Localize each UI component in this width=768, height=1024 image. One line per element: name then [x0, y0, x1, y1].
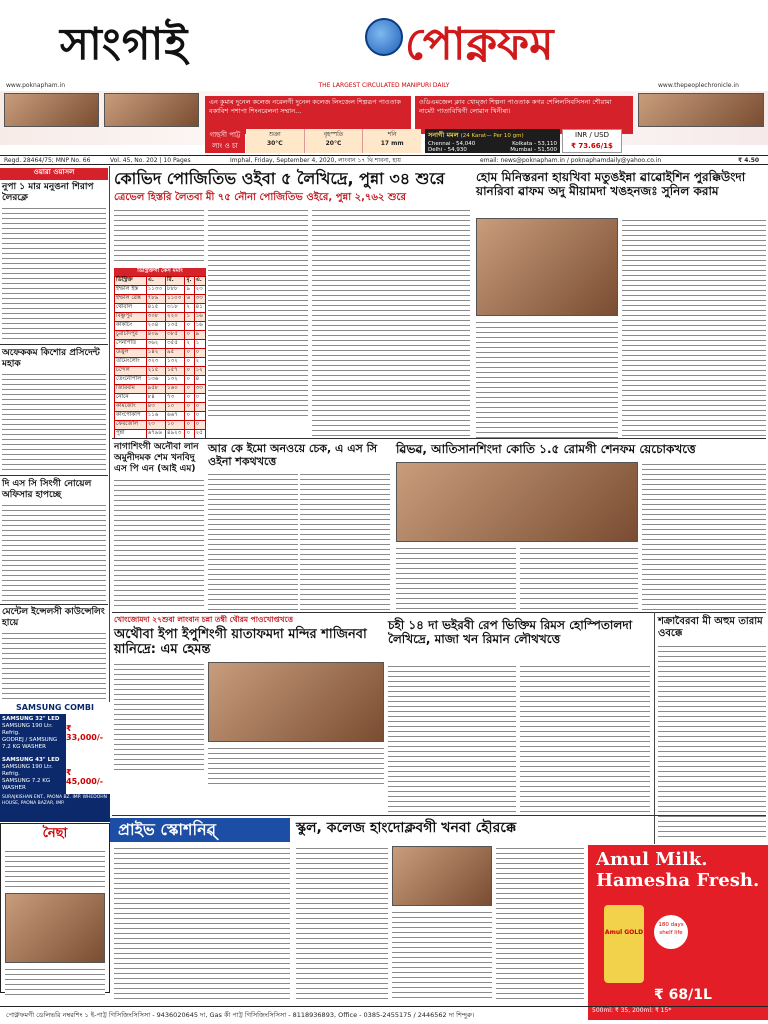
covid-cell: ৬৭৯৬	[146, 430, 165, 439]
school-body-2	[392, 910, 492, 1002]
covid-table-row	[115, 286, 206, 295]
inr-usd-box: INR / USD ₹ 73.66/1$	[562, 129, 622, 153]
covid-cell: ২১৫	[146, 367, 165, 376]
covid-cell: ১৫৭	[166, 367, 185, 376]
covid-table-row	[115, 304, 206, 313]
lead-body-col2	[208, 208, 308, 418]
left-column-kicker: ওয়ারা ওয়াসল	[0, 168, 108, 180]
covid-cell: ৩৫৫	[166, 340, 185, 349]
website-left[interactable]: www.poknapham.in	[6, 82, 66, 89]
covid-cell: থৌবাল	[115, 304, 147, 313]
covid-cell: ০	[194, 412, 205, 421]
promo-photo-left	[4, 93, 99, 127]
temple-title[interactable]: অথৌবা ইপা ইপুশিংগী য়াতাফমদা মন্দির শাজিনবা য়ানিদ্রে: এম হেমন্ত	[114, 627, 367, 657]
covid-cell: ৭৮৯	[146, 295, 165, 304]
naga-title[interactable]: নাগাশিংগী অনৌবা লান অমুনীদমক শেম খনবিদু এস পি এন (আই এম)	[114, 442, 199, 474]
left-story-3-title[interactable]: দি এস সি সিংগী নোয়েল অফিসার হাপচ্ছে	[2, 479, 92, 500]
left-story-4-title[interactable]: মেন্টেল ইন্সেলসী কাউন্সেলিং হায়ে	[2, 607, 105, 628]
covid-cell: ৪১৫	[146, 304, 165, 313]
covid-cell: ১৩৬	[146, 376, 165, 385]
covid-cell: উখ্রুল	[115, 349, 147, 358]
covid-cell: ০	[185, 430, 194, 439]
covid-table-row	[115, 349, 206, 358]
left-story-3-body	[2, 503, 106, 601]
covid-header-cell: এ.	[146, 277, 165, 286]
ark-body-1	[208, 472, 298, 610]
covid-cell: ৪০৯	[146, 331, 165, 340]
home-minister-title[interactable]: হোম মিনিস্তরনা হায়খিবা মতুঙইন্না ৱাৱোইশিন পুরক্কিউংদা য়ানরিবা ৱাফম অদু মীয়ামদা খঙহনজঃ সুনিল করাম	[476, 170, 746, 198]
covid-cell: বিষ্ণুপুর	[115, 313, 147, 322]
left-story-1-body	[2, 206, 106, 341]
covid-cell: ৪৯২৩	[166, 430, 185, 439]
covid-cell: ০	[185, 412, 194, 421]
covid-table-row	[115, 385, 206, 394]
divider	[112, 815, 766, 816]
covid-cell: ৮৮৮	[166, 286, 185, 295]
naga-body	[114, 478, 204, 608]
covid-header-cell: মৃ.	[185, 277, 194, 286]
covid-cell: ৯৫	[166, 349, 185, 358]
amul-title: Amul Milk.	[596, 849, 708, 870]
covid-cell: ১৪২	[146, 349, 165, 358]
revival-body-2	[520, 546, 638, 610]
covid-cell: জিরিবাম	[115, 385, 147, 394]
covid-cell: ৩৬২	[146, 340, 165, 349]
covid-cell: ০	[194, 403, 205, 412]
covid-cell: ০	[194, 394, 205, 403]
covid-cell: ৩২৩	[146, 358, 165, 367]
covid-table-row	[115, 322, 206, 331]
covid-cell: ২	[194, 358, 205, 367]
covid-cell: ২	[185, 340, 194, 349]
email-line[interactable]: email: news@poknapham.in / poknaphamdaily@yahoo.co.in	[480, 157, 662, 164]
promo-photo-left2	[104, 93, 199, 127]
rape-victim-body-2	[520, 664, 650, 814]
covid-cell: ৬৬৭	[166, 412, 185, 421]
amul-pack: Amul GOLD	[604, 905, 644, 983]
left-story-2-body	[2, 372, 106, 472]
volume-number: Vol. 45, No. 202 | 10 Pages	[110, 157, 191, 164]
left-bottom-ad[interactable]: নৈছা	[0, 823, 110, 993]
lead-title[interactable]: কোভিদ পোজিতিভ ওইবা ৫ লৈখিদ্রে, পুন্না ৩৪ শুরে	[114, 169, 445, 188]
amul-shelf-badge: 180 days shelf life	[654, 915, 688, 949]
covid-cell: ৪৩	[146, 403, 165, 412]
covid-cell: ২৫	[194, 430, 205, 439]
ark-title[interactable]: আর কে ইমো অনওয়ে চেক, এ এস সি ওইনা শকথখত্তে	[208, 442, 378, 468]
website-right[interactable]: www.thepeoplechronicle.in	[658, 82, 739, 89]
covid-cell: তেংনৌপাল	[115, 376, 147, 385]
covid-district-table: ডিস্ট্রিক্তগী কেস মমাং ডিস্ট্রিক্ত এ. রি. মৃ. এ. ইম্ফাল ইস্ত ১১৩৩ ৮৮৮ ৯ ২৩ ইম্ফাল ৱেস্ত ৭৮৯ ১১০৩ ৬ ৩৩ থৌবাল ৪১৫ ৩১৮ ২ ৪১ বিষ্ণুপুর ৩০৮ ২২০ ১ ১৬ কাকচিং ২০৪ ১৩৫ ০ ১৬ চুরাচাঁদপুর ৪০৯ ৩৮৫ ০ ৯ সেনাপতি ৩৬২ ৩৫৫ ২ ১ উখ্রুল ১৪২ ৯৫ ০ ০ তামেংলোং ৩২৩ ১৩২ ০ ২ চন্দেল ২১৫ ১৫৭ ০ ১২ তেংনৌপাল ১৩৬ ১৩২ ০ ৪ জিরিবাম ৯৫৮ ১৬০ ০ ৩৩ নোনে ৮৪ ৭৩ ০ ০ কামজোং ৪৩ ১০ ০ ০ কাংপোকপি ১১৬ ৬৬৭ ০ ০ ফেরজোল ২৩ ১০ ০ ০ পুন্না ৬৭৯৬ ৪৯২৩ ০ ২৫	[114, 268, 206, 439]
promo-text-right: ওডিএমজেল ক্লাব খোম্জা শিল্পনা পাওতাক কগর শেলিলসিবসিসনা শৌরামা নাম্যৌ পাতাবিখিগী লোৱান খিনীৰা।	[415, 96, 633, 134]
weather-grid: শুক্রা 30°C বৃহস্পতি 20°C শনি 17 mm	[246, 129, 421, 153]
covid-table-row	[115, 358, 206, 367]
covid-cell: ০	[185, 322, 194, 331]
covid-cell: ১০	[166, 421, 185, 430]
covid-cell: কাকচিং	[115, 322, 147, 331]
promo-photo-right	[638, 93, 764, 127]
khongjam-strap[interactable]: খোংজোমদা ২৭শুবা লাংবান চন্না তম্বী থৌরম পাওখোপ্তখত্তে	[114, 615, 293, 624]
covid-table-row	[115, 367, 206, 376]
covid-header-cell: এ.	[194, 277, 205, 286]
covid-cell: ৩১৮	[166, 304, 185, 313]
covid-cell: ৭৩	[166, 394, 185, 403]
covid-cell: ১৬	[194, 313, 205, 322]
price-tag: ₹ 4.50	[738, 157, 760, 164]
covid-cell: চন্দেল	[115, 367, 147, 376]
covid-cell: ৯৫৮	[146, 385, 165, 394]
revival-body-1	[396, 546, 516, 610]
amul-price: ₹ 68/1L	[654, 987, 712, 1003]
home-minister-body-col2	[622, 218, 766, 440]
covid-cell: ০	[185, 358, 194, 367]
globe-logo-icon	[365, 18, 403, 56]
covid-cell: ০	[194, 349, 205, 358]
covid-cell: ৬	[185, 295, 194, 304]
covid-table-row	[115, 313, 206, 322]
lead-body	[114, 208, 204, 265]
covid-table-row	[115, 394, 206, 403]
rape-victim-title[interactable]: চহী ১৪ দা ভইরবী রেপ ভিক্তিম রিমস হোস্পিতালদা লৈখিদ্রে, মাজা খন রিমান লৌথখত্তে	[388, 618, 633, 646]
covid-table-row	[115, 403, 206, 412]
covid-cell: ৩৩	[194, 295, 205, 304]
covid-cell: চুরাচাঁদপুর	[115, 331, 147, 340]
school-photo	[392, 846, 492, 906]
covid-cell: ৩৮৫	[166, 331, 185, 340]
covid-cell: ১৬	[194, 322, 205, 331]
covid-cell: ৩০৮	[146, 313, 165, 322]
footer-contact: পোক্নফমগী ডেলিভরি নম্বরশিং ১ ই-পাট্ট গিসিজিংসিসিসা - 9436020645 দা, Gas কী পাট্ট গিসিজিংসিসিসা - 8118936893, Office - 0385-2455175 / 2446562 দা শিন্দুরু।	[0, 1006, 768, 1024]
samsung-ad[interactable]: SAMSUNG COMBI SAMSUNG 32" LED SAMSUNG 190 Ltr. Refrig. GODREJ / SAMSUNG 7.2 KG WASHER SAMSUNG 43" LED SAMSUNG 190 Ltr. Refrig. SAMSUNG 7.2 KG WASHER ₹ 33,000/- ₹ 45,000/- SURAJKISHAN ENT., PAONA BZ. IMP. WHEDOHN HOUSE, PAONA BAZAR, IMP.	[0, 702, 110, 822]
covid-cell: ২	[185, 304, 194, 313]
divider	[0, 344, 108, 345]
divider	[0, 604, 108, 605]
revival-photo	[396, 462, 638, 542]
school-body-3	[496, 846, 584, 1002]
covid-cell: ১৩২	[166, 358, 185, 367]
covid-cell: ১৬০	[166, 385, 185, 394]
covid-cell: ৯	[194, 331, 205, 340]
covid-cell: ইম্ফাল ৱেস্ত	[115, 295, 147, 304]
revival-title[interactable]: ৱিভৱ, আতিসানশিংদা কোতি ১.৫ রোমগী শেনফম য়েচোকখত্তে	[396, 442, 696, 456]
covid-cell: ১৩২	[166, 376, 185, 385]
covid-cell: ০	[185, 367, 194, 376]
covid-cell: তামেংলোং	[115, 358, 147, 367]
covid-cell: পুন্না	[115, 430, 147, 439]
place-date: Imphal, Friday, September 4, 2020, লাংবান ১৭ থি শাবনা, হায়	[230, 157, 401, 164]
covid-cell: ১২	[194, 367, 205, 376]
left-story-4-body	[2, 631, 106, 699]
covid-cell: ৪	[194, 376, 205, 385]
weather-label: গাছসী পাট্ট লাং ও চা	[205, 129, 245, 153]
covid-cell: কামজোং	[115, 403, 147, 412]
covid-cell: কাংপোকপি	[115, 412, 147, 421]
covid-table-row	[115, 376, 206, 385]
covid-cell: ১৩৫	[166, 322, 185, 331]
covid-cell: ০	[185, 331, 194, 340]
rape-victim-body-1	[388, 664, 516, 814]
covid-cell: ৮৪	[146, 394, 165, 403]
blue-banner: প্রাইভ স্কোশনিৱ্‌	[110, 818, 290, 842]
covid-cell: ইম্ফাল ইস্ত	[115, 286, 147, 295]
covid-cell: ৩৩	[194, 385, 205, 394]
divider	[0, 475, 108, 476]
lead-body-col3	[312, 208, 470, 438]
divider	[112, 438, 766, 439]
covid-cell: ০	[194, 421, 205, 430]
school-title[interactable]: স্কুল, কলেজ হাংদোক্লবগী খনবা হৌরক্কে	[296, 820, 517, 836]
ark-body-2	[300, 472, 390, 610]
covid-cell: ১১৩৩	[146, 286, 165, 295]
covid-cell: ০	[185, 403, 194, 412]
covid-cell: ০	[185, 421, 194, 430]
left-story-2-title[interactable]: অফেককম কিশোর প্রসিদেন্ট মহাক	[2, 348, 100, 369]
temple-photo	[208, 662, 384, 742]
covid-cell: ১১০৩	[166, 295, 185, 304]
column-rule	[654, 612, 655, 844]
home-minister-photo	[476, 218, 618, 316]
covid-cell: ১	[194, 340, 205, 349]
covid-table-row	[115, 412, 206, 421]
covid-cell: ১০	[166, 403, 185, 412]
shukrab-title[interactable]: শক্রাবৈরবা মী অহুম তারাম ওবক্কে	[658, 616, 763, 639]
covid-cell: সেনাপতি	[115, 340, 147, 349]
promo-text-left: এন কুমাৰ দুনেল কলেজ নরেলগী দুনেল কলেজ লিংজেল শিল্পরূপ পাওতাক বকাবিশ পশাপা শিংনরেলনা সম্মান...	[205, 96, 411, 134]
covid-table-row	[115, 340, 206, 349]
samsung-ad-title: SAMSUNG COMBI	[0, 702, 110, 714]
covid-cell: ১১৬	[146, 412, 165, 421]
covid-header-cell: ডিস্ট্রিক্ত	[115, 277, 147, 286]
covid-cell: ২৩	[194, 286, 205, 295]
lead-subtitle[interactable]: ত্রেভেল হিস্তরি লৈতবা মী ৭৫ নৌনা পোজিতিভ ওইরে, পুন্না ২,৭৬২ শুরে	[114, 192, 407, 203]
covid-cell: ২০৪	[146, 322, 165, 331]
temple-body-1	[114, 662, 204, 772]
list-column	[114, 846, 290, 1002]
covid-cell: নোনে	[115, 394, 147, 403]
masthead-title-right: পোক্নফম	[405, 19, 554, 70]
covid-cell: ০	[185, 385, 194, 394]
dateline-bar	[0, 155, 768, 165]
amul-small-price: 500ml: ₹ 35, 200ml: ₹ 15*	[592, 1007, 672, 1014]
covid-table-row	[115, 421, 206, 430]
regd-number: Regd. 28464/75; MNP No. 66	[4, 157, 91, 164]
covid-header-cell: রি.	[166, 277, 185, 286]
covid-cell: ০	[185, 349, 194, 358]
revival-body-3	[642, 462, 766, 610]
divider	[112, 612, 766, 613]
covid-cell: ২২০	[166, 313, 185, 322]
gold-rate-box: সনাগী মমল (24 Karat— Per 10 gm) Chennai - 54,040 Kolkata - 53,110 Delhi - 54,930 Mumbai - 51,500	[425, 129, 560, 153]
covid-cell: ১	[185, 313, 194, 322]
shukrab-body	[658, 644, 766, 840]
covid-cell: ০	[185, 376, 194, 385]
home-minister-body	[476, 320, 618, 440]
tagline: THE LARGEST CIRCULATED MANIPURI DAILY	[318, 82, 450, 89]
left-story-1-title[interactable]: নুপা ১ মার মনুঙনা শিরাপ লৈরক্লে	[2, 182, 94, 203]
covid-table-row	[115, 331, 206, 340]
masthead-title-left: সাংগাই	[60, 19, 189, 70]
covid-cell: ফেরজোল	[115, 421, 147, 430]
covid-cell: ০	[185, 394, 194, 403]
amul-subtitle: Hamesha Fresh.	[596, 870, 760, 891]
covid-cell: ৪১	[194, 304, 205, 313]
covid-cell: ৯	[185, 286, 194, 295]
amul-ad[interactable]	[588, 845, 768, 1020]
covid-cell: ২৩	[146, 421, 165, 430]
temple-body-2	[208, 746, 384, 786]
covid-table-row	[115, 295, 206, 304]
school-body-1	[296, 846, 388, 1002]
